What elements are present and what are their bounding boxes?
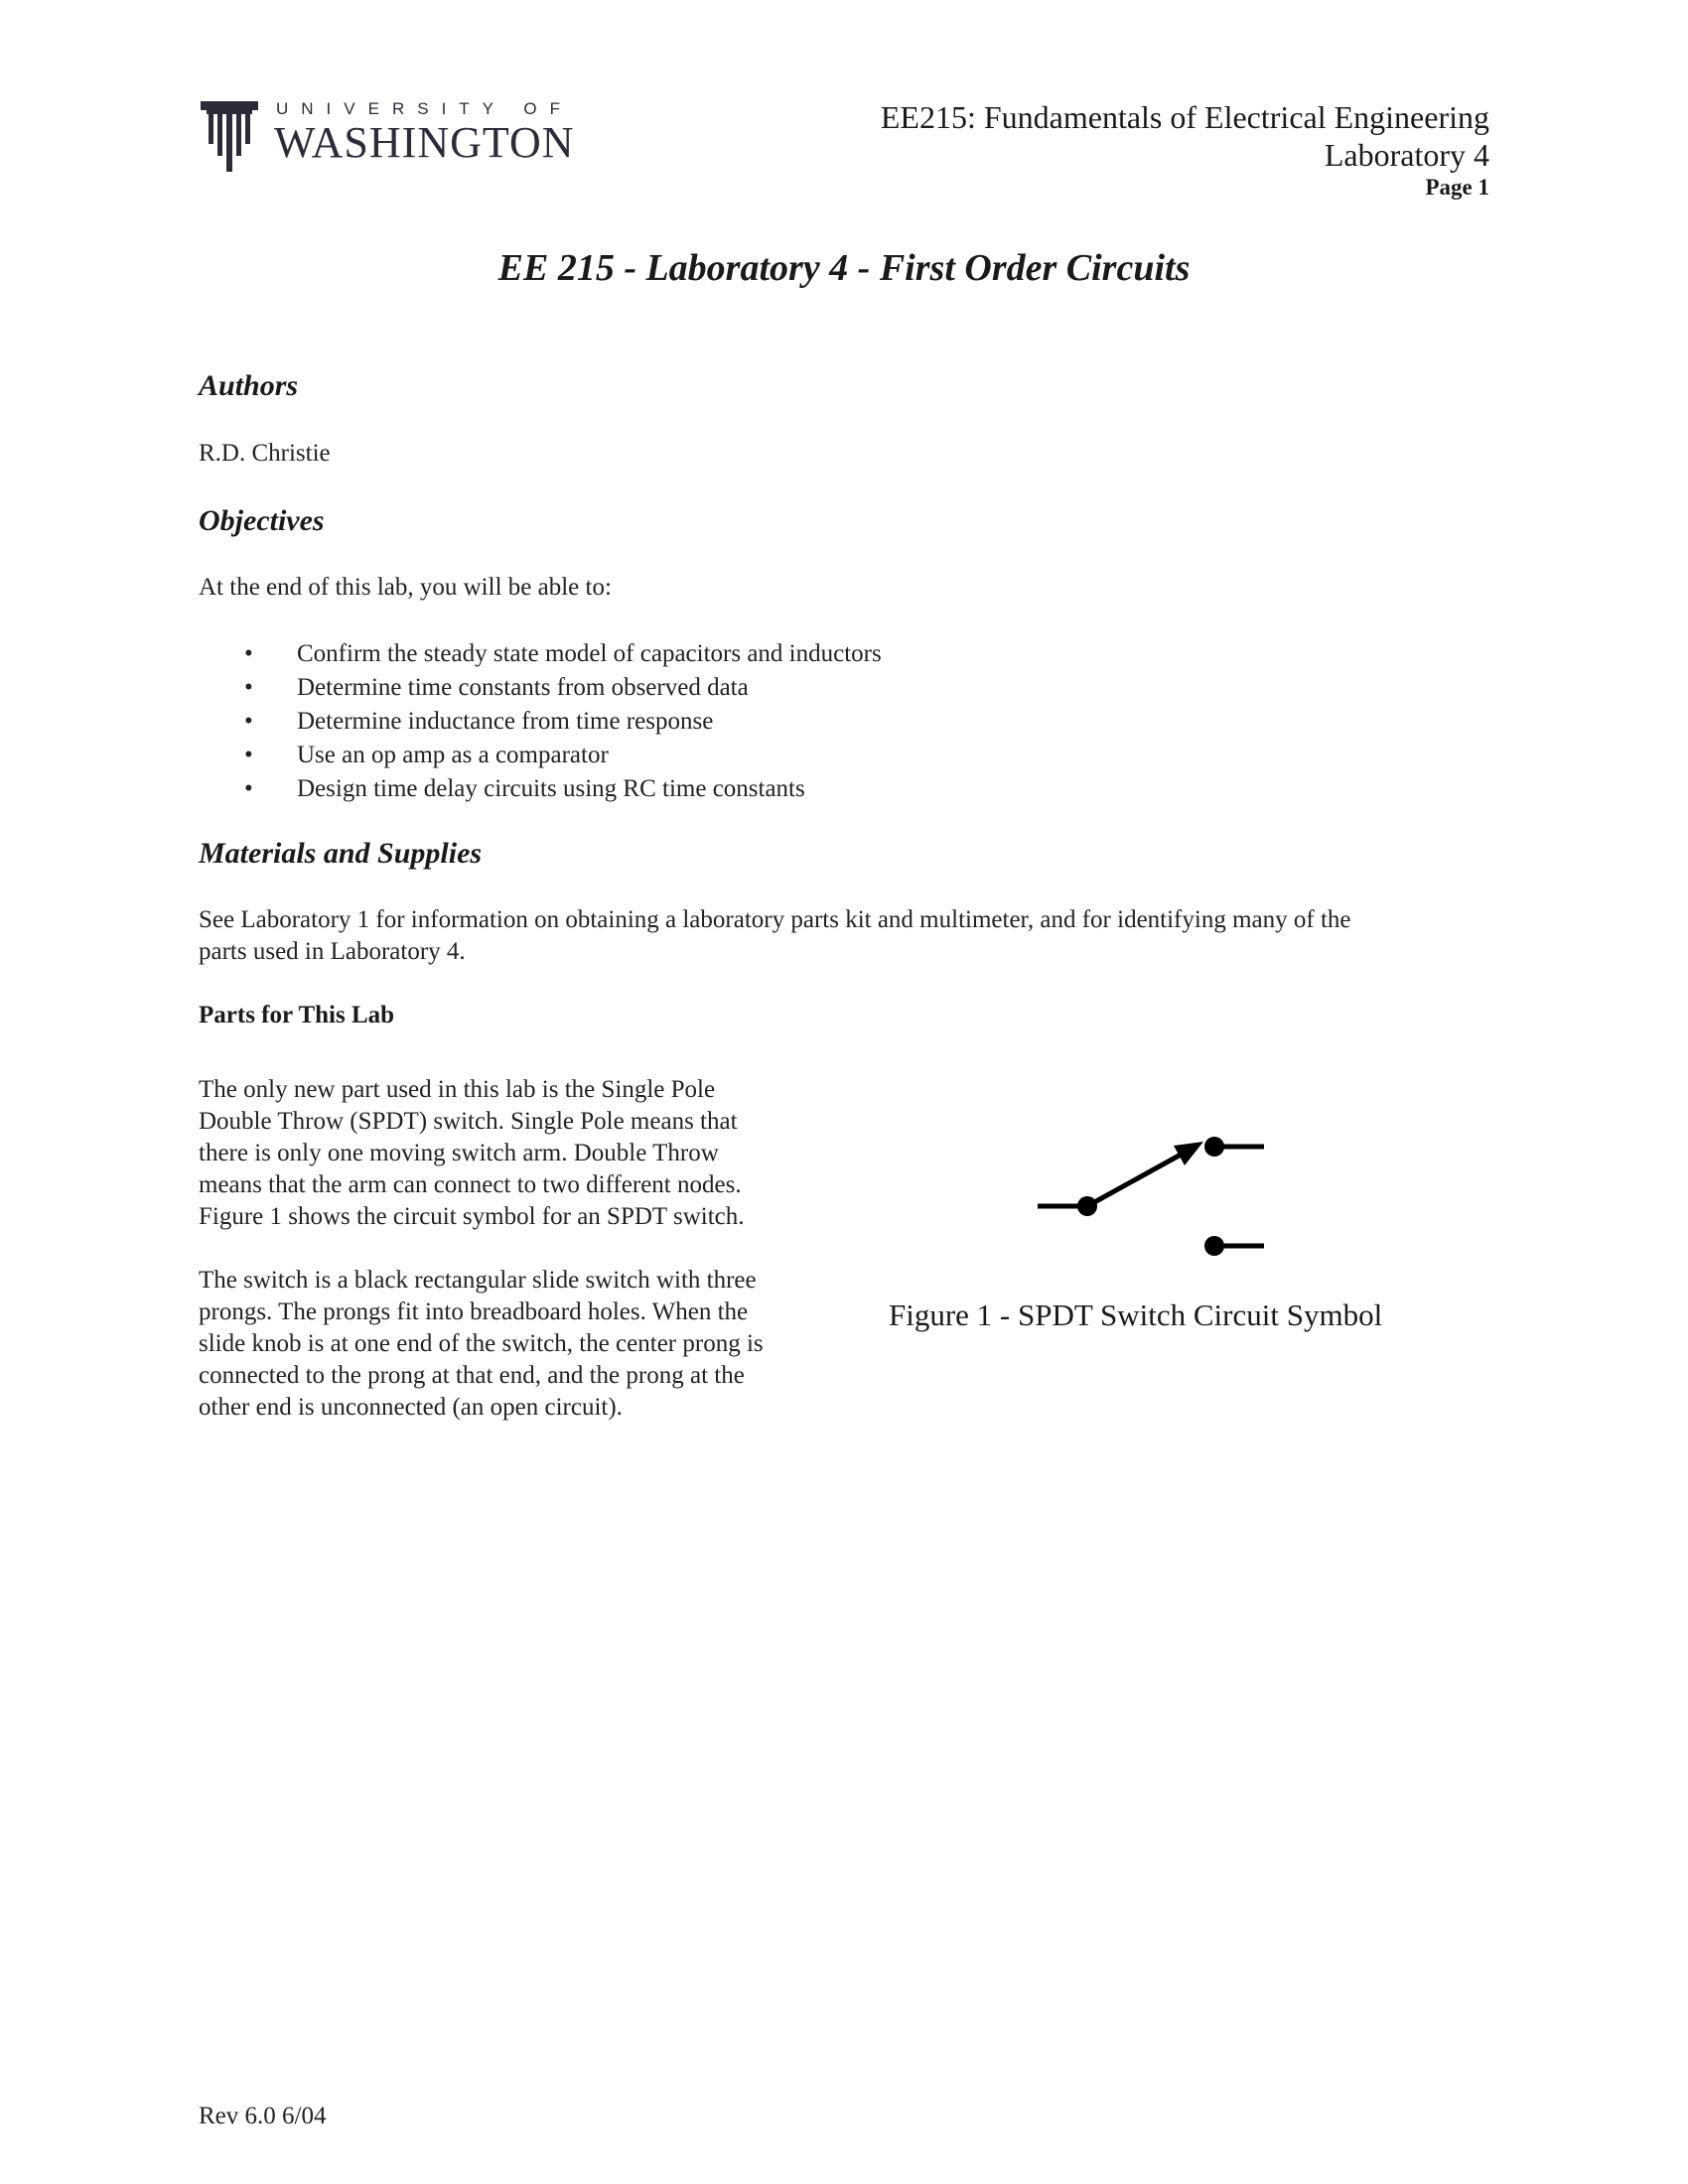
objective-item: • Determine time constants from observed data: [199, 671, 882, 705]
logo-university-text: UNIVERSITY OF: [276, 99, 574, 118]
objective-item: • Design time delay circuits using RC time constants: [199, 772, 882, 806]
switch-arm-arrowhead: [1174, 1142, 1203, 1165]
bullet-icon: •: [244, 775, 253, 802]
authors-heading: Authors: [199, 369, 299, 402]
objectives-list: [199, 637, 882, 806]
objective-item: • Use an op amp as a comparator: [199, 739, 882, 772]
bullet-icon: •: [244, 640, 253, 667]
bullet-icon: •: [244, 742, 253, 768]
document-title: EE 215 - Laboratory 4 - First Order Circuits: [497, 247, 1191, 289]
materials-line: See Laboratory 1 for information on obtaining a laboratory parts kit and multimeter, and for identifying many of the: [199, 906, 1351, 933]
column-logo-icon: [199, 99, 260, 173]
objectives-heading: Objectives: [199, 504, 325, 537]
materials-line: parts used in Laboratory 4.: [199, 938, 466, 965]
switch-arm: [1087, 1149, 1192, 1206]
parts-paragraph-1: The only new part used in this lab is the Single Pole Double Throw (SPDT) switch. Single Pole means that there is only one moving switch arm. Double Throw means that the arm can connect to two different nodes. Figure 1 shows the circuit symbol for an SPDT switch.: [199, 1076, 745, 1230]
author-name: R.D. Christie: [199, 440, 331, 467]
header-course-title: EE215: Fundamentals of Electrical Engineering: [880, 99, 1489, 135]
header-lab-number: Laboratory 4: [1324, 137, 1489, 173]
university-logo: [199, 99, 596, 173]
header-page-number: Page 1: [1425, 175, 1489, 200]
revision-footer: Rev 6.0 6/04: [199, 2103, 327, 2129]
parts-paragraph-2: The switch is a black rectangular slide switch with three prongs. The prongs fit into breadboard holes. When the slide knob is at one end of the switch, the center prong is connected to the prong at that end, and the prong at the other end is unconnected (an open circuit).: [199, 1267, 764, 1421]
spdt-switch-symbol: [1023, 1122, 1281, 1271]
materials-heading: Materials and Supplies: [199, 837, 483, 870]
figure-caption: Figure 1 - SPDT Switch Circuit Symbol: [889, 1297, 1383, 1332]
parts-heading: Parts for This Lab: [199, 1002, 395, 1028]
objective-item: • Confirm the steady state model of capacitors and inductors: [199, 637, 882, 671]
bullet-icon: •: [244, 708, 253, 735]
materials-paragraph: [199, 904, 1351, 968]
bullet-icon: •: [244, 674, 253, 701]
logo-washington-text: WASHINGTON: [274, 118, 575, 167]
objectives-intro: At the end of this lab, you will be able to:: [199, 574, 612, 601]
objective-item: • Determine inductance from time response: [199, 705, 882, 739]
